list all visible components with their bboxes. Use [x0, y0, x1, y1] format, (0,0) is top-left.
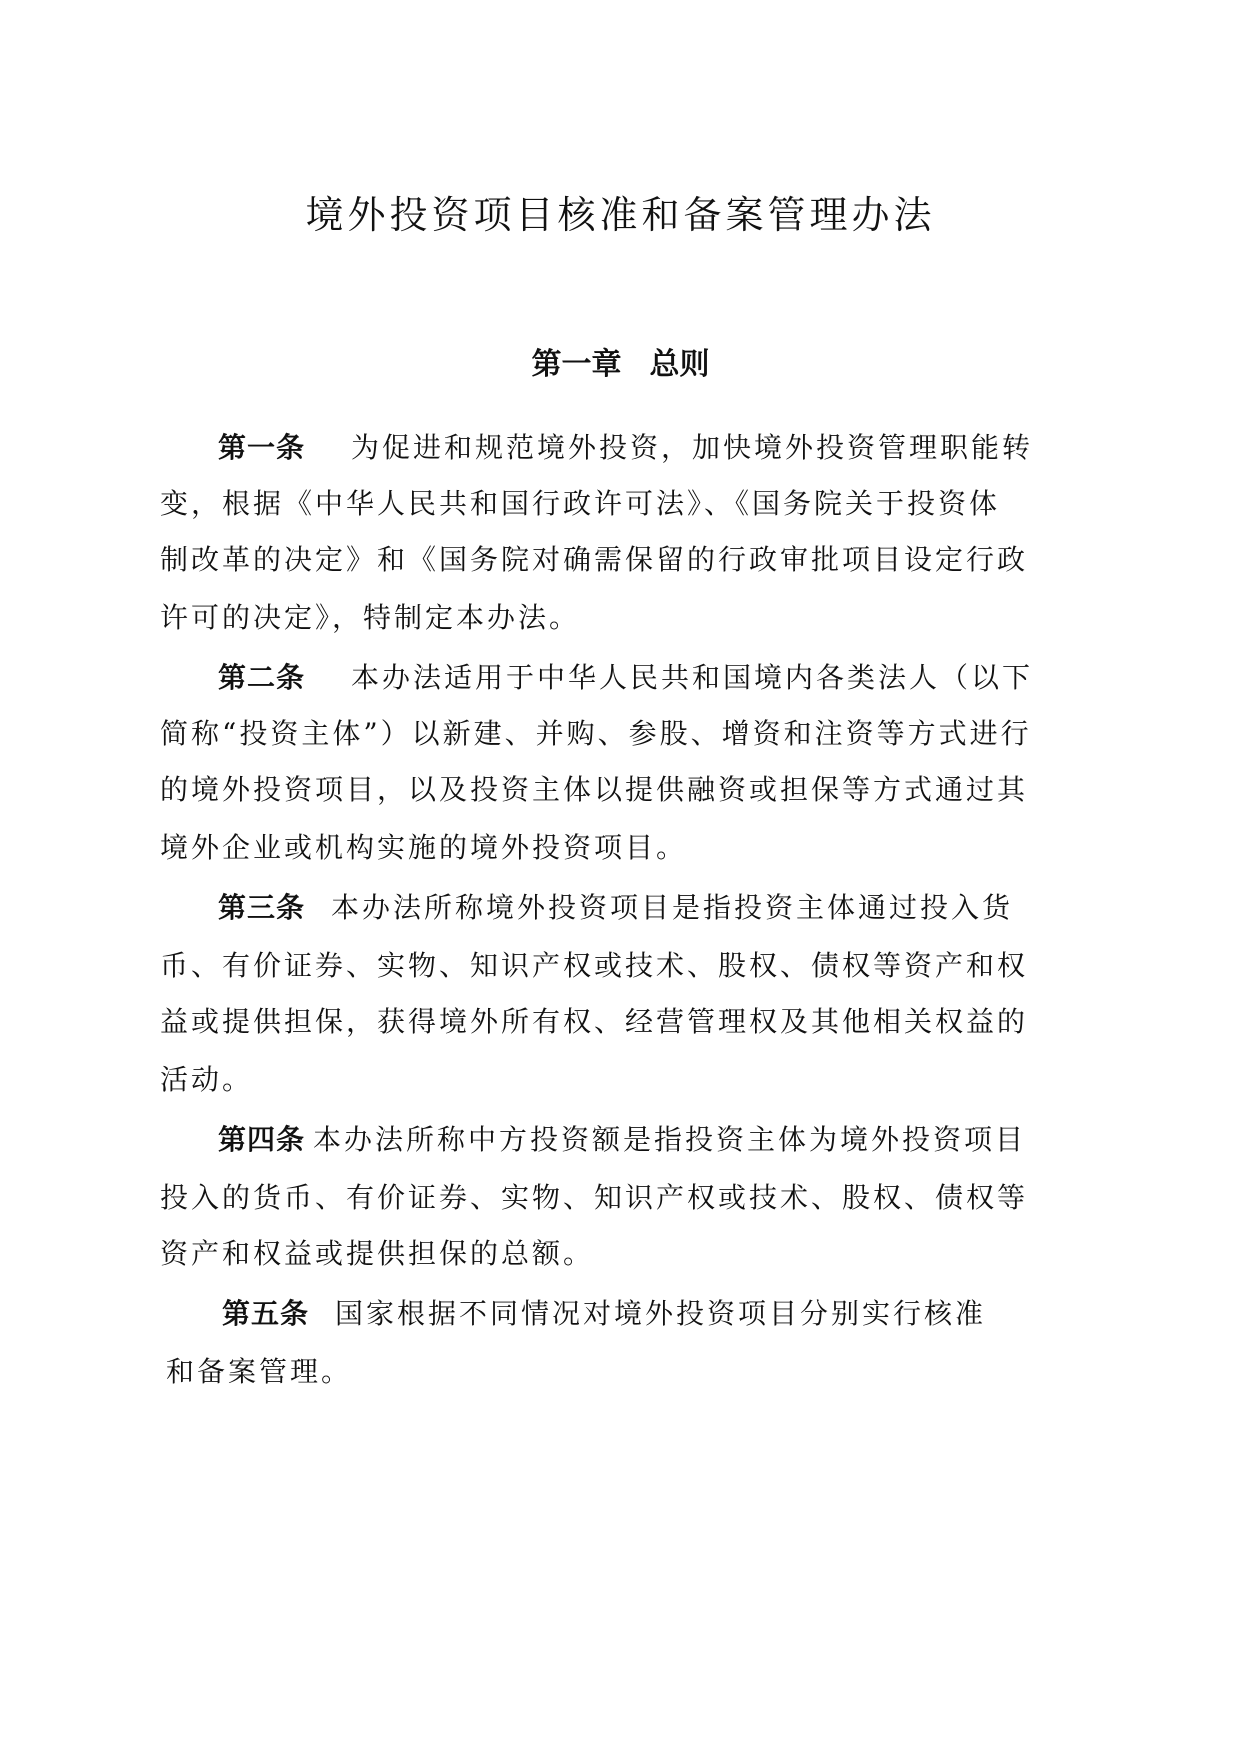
article-text: 本办法适用于中华人民共和国境内各类法人（以下	[351, 661, 1034, 694]
article-first-line	[218, 888, 1013, 928]
article-label: 第一条	[218, 431, 306, 464]
article-line: 活动。	[160, 1063, 254, 1096]
article-line: 制改革的决定》和《国务院对确需保留的行政审批项目设定行政	[160, 543, 1029, 576]
article-text: 为促进和规范境外投资，加快境外投资管理职能转	[351, 431, 1034, 464]
article-label: 第五条	[222, 1297, 310, 1330]
chapter-heading	[0, 345, 1241, 385]
article-text: 国家根据不同情况对境外投资项目分别实行核准	[335, 1297, 987, 1330]
article-text: 本办法所称中方投资额是指投资主体为境外投资项目	[313, 1123, 1027, 1156]
article-line: 和备案管理。	[166, 1355, 353, 1388]
chapter-name: 总则	[649, 347, 710, 382]
article-line: 资产和权益或提供担保的总额。	[160, 1237, 595, 1270]
article-line: 变，根据《中华人民共和国行政许可法》、《国务院关于投资体	[160, 487, 1001, 520]
article-label: 第二条	[218, 661, 306, 694]
article-line: 币、有价证券、实物、知识产权或技术、股权、债权等资产和权	[160, 949, 1029, 982]
article-first-line	[222, 1294, 986, 1334]
article-first-line	[218, 428, 1033, 468]
article-label: 第三条	[218, 891, 306, 924]
article-line: 简称“投资主体”）以新建、并购、参股、增资和注资等方式进行	[160, 717, 1032, 750]
article-label: 第四条	[218, 1123, 306, 1156]
article-line: 许可的决定》，特制定本办法。	[160, 601, 581, 634]
article-line: 投入的货币、有价证券、实物、知识产权或技术、股权、债权等	[160, 1181, 1029, 1214]
article-first-line	[218, 658, 1033, 698]
article-text: 本办法所称境外投资项目是指投资主体通过投入货	[331, 891, 1014, 924]
article-line: 益或提供担保，获得境外所有权、经营管理权及其他相关权益的	[160, 1005, 1029, 1038]
document-title: 境外投资项目核准和备案管理办法	[305, 193, 936, 237]
article-first-line	[218, 1120, 1026, 1160]
article-line: 的境外投资项目，以及投资主体以提供融资或担保等方式通过其	[160, 773, 1029, 806]
chapter-number: 第一章	[531, 347, 622, 382]
article-line: 境外企业或机构实施的境外投资项目。	[160, 831, 688, 864]
